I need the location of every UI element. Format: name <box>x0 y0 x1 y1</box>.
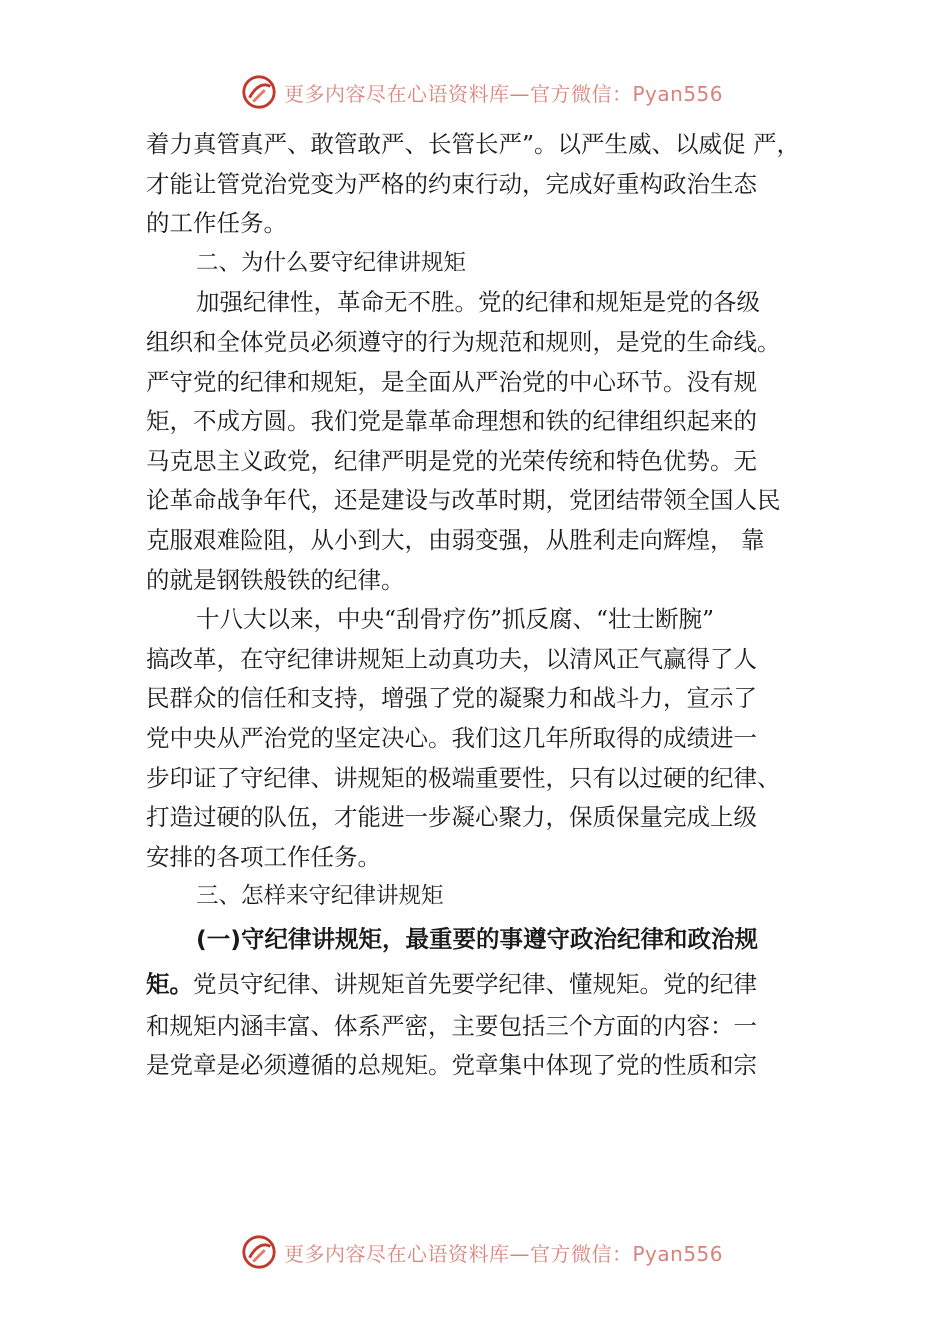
text-line: 论革命战争年代，还是建设与改革时期，党团结带领全国人民 <box>146 486 781 515</box>
section-heading: 二、为什么要守纪律讲规矩 <box>196 249 467 276</box>
text-line: 打造过硬的队伍，才能进一步凝心聚力，保质保量完成上级 <box>146 803 757 832</box>
text-line: 加强纪律性，革命无不胜。党的纪律和规矩是党的各级 <box>196 288 760 317</box>
text-line: 马克思主义政党，纪律严明是党的光荣传统和特色优势。无 <box>146 446 757 475</box>
text-line: 民群众的信任和支持，增强了党的凝聚力和战斗力，宣示了 <box>146 684 757 713</box>
text-line: 矩，不成方圆。我们党是靠革命理想和铁的纪律组织起来的 <box>146 407 757 436</box>
section-heading: 三、怎样来守纪律讲规矩 <box>196 883 444 910</box>
text-line: 组织和全体党员必须遵守的行为规范和规则，是党的生命线。 <box>146 327 781 356</box>
document-body <box>146 125 836 1086</box>
text-line: 是党章是必须遵循的总规矩。党章集中体现了党的性质和宗 <box>146 1051 757 1080</box>
brand-logo-icon <box>240 73 278 111</box>
brand-logo-icon <box>240 1233 278 1271</box>
watermark-text: 更多内容尽在心语资料库—官方微信：Pyan556 <box>284 1241 724 1266</box>
text-line: 着力真管真严、敢管敢严、长管长严”。以严生威、以威促 严， <box>146 130 800 158</box>
text-line: 搞改革，在守纪律讲规矩上动真功夫，以清风正气赢得了人 <box>146 644 757 673</box>
text-line: 的工作任务。 <box>146 209 287 238</box>
text-line-content: 党员守纪律、讲规矩首先要学纪律、懂规矩。党的纪律 <box>193 969 757 998</box>
text-line: 十八大以来，中央“刮骨疗伤”抓反腐、“壮士断腕” <box>196 605 715 634</box>
text-line: 步印证了守纪律、讲规矩的极端重要性，只有以过硬的纪律、 <box>146 763 781 792</box>
text-line: 安排的各项工作任务。 <box>146 842 381 871</box>
text-line: 才能让管党治党变为严格的约束行动，完成好重构政治生态 <box>146 169 757 198</box>
text-line: 的就是钢铁般铁的纪律。 <box>146 565 405 594</box>
subsection-heading-tail: 矩。 <box>146 969 193 998</box>
watermark-text: 更多内容尽在心语资料库—官方微信：Pyan556 <box>284 81 724 106</box>
text-line: 克服艰难险阻，从小到大，由弱变强，从胜利走向辉煌， 靠 <box>146 525 765 554</box>
subsection-heading: (一)守纪律讲规矩，最重要的事遵守政治纪律和政治规 <box>196 924 758 953</box>
text-line: 和规矩内涵丰富、体系严密，主要包括三个方面的内容：一 <box>146 1011 757 1040</box>
footer-watermark <box>240 1232 723 1272</box>
text-line: 党中央从严治党的坚定决心。我们这几年所取得的成绩进一 <box>146 723 757 752</box>
text-line <box>146 962 836 1007</box>
header-watermark <box>240 72 723 112</box>
text-line: 严守党的纪律和规矩，是全面从严治党的中心环节。没有规 <box>146 367 757 396</box>
